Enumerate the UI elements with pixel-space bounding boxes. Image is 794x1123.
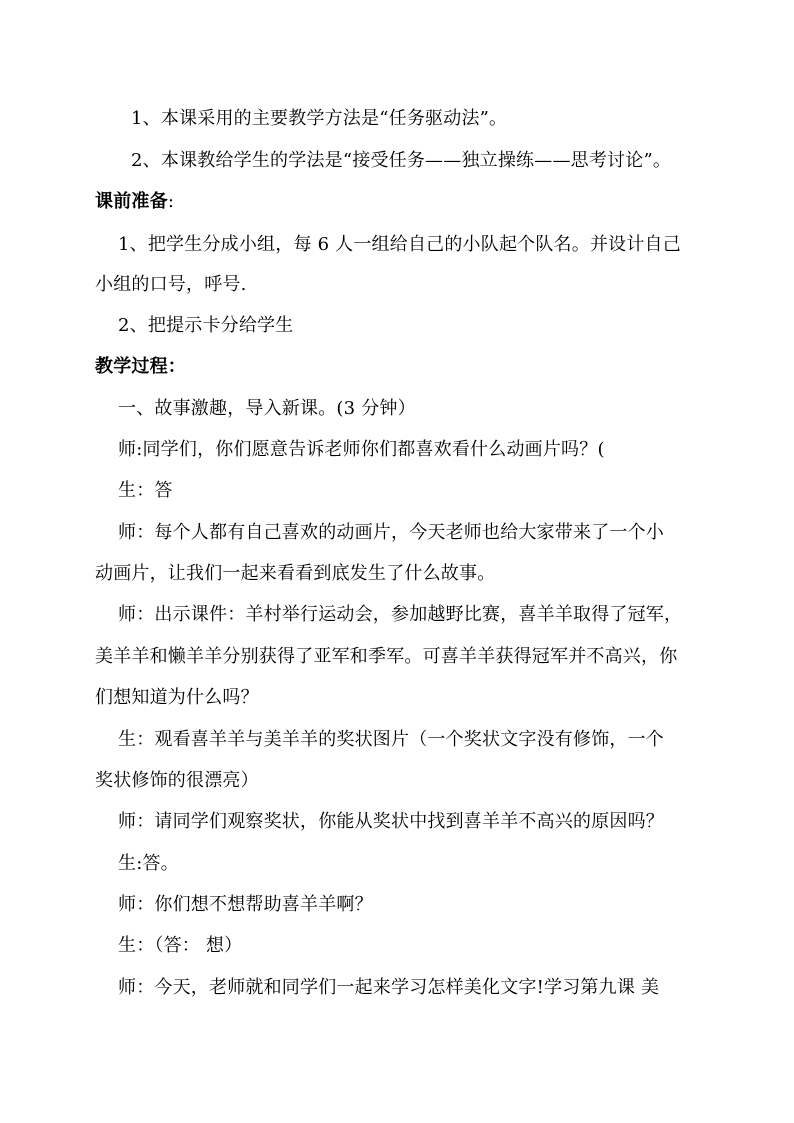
preparation-heading: 课前准备: [95, 191, 168, 212]
dialogue-line: 师：请同学们观察奖状，你能从奖状中找到喜羊羊不高兴的原因吗？: [118, 811, 664, 832]
dialogue-line-cont: 美羊羊和懒羊羊分别获得了亚军和季军。可喜羊羊获得冠军并不高兴，你: [95, 646, 678, 667]
preparation-item-1-cont: 小组的口号，呼号.: [95, 274, 247, 295]
method-line-2: 2、本课教给学生的学法是“接受任务——独立操练——思考讨论”。: [131, 150, 672, 171]
dialogue-line: 生：（答： 想）: [118, 935, 243, 956]
dialogue-line-cont: 奖状修饰的很漂亮）: [95, 770, 259, 791]
process-heading: 教学过程：: [95, 356, 186, 377]
dialogue-line: 生：观看喜羊羊与美羊羊的奖状图片（一个奖状文字没有修饰，一个: [118, 729, 664, 750]
dialogue-line: 师：今天，老师就和同学们一起来学习怎样美化文字!学习第九课 美: [118, 977, 660, 998]
preparation-item-2: 2、把提示卡分给学生: [118, 315, 294, 336]
preparation-colon: :: [167, 191, 175, 212]
dialogue-line: 师：每个人都有自己喜欢的动画片，今天老师也给大家带来了一个小: [118, 522, 664, 543]
preparation-heading-row: [95, 191, 174, 213]
method-line-1: 1、本课采用的主要教学方法是“任务驱动法”。: [131, 108, 508, 129]
dialogue-line: 师:同学们，你们愿意告诉老师你们都喜欢看什么动画片吗？(: [118, 439, 605, 460]
dialogue-line: 生：答: [118, 480, 173, 501]
dialogue-line-cont: 动画片，让我们一起来看看到底发生了什么故事。: [95, 563, 496, 584]
dialogue-line-cont: 们想知道为什么吗？: [95, 687, 259, 708]
process-step-1: 一、故事激趣，导入新课。(3 分钟）: [118, 398, 416, 419]
dialogue-line: 师：你们想不想帮助喜羊羊啊？: [118, 894, 373, 915]
preparation-item-1: 1、把学生分成小组，每 6 人一组给自己的小队起个队名。并设计自己: [118, 234, 681, 255]
dialogue-line: 生:答。: [118, 853, 179, 874]
dialogue-line: 师：出示课件：羊村举行运动会，参加越野比赛，喜羊羊取得了冠军，: [118, 604, 683, 625]
